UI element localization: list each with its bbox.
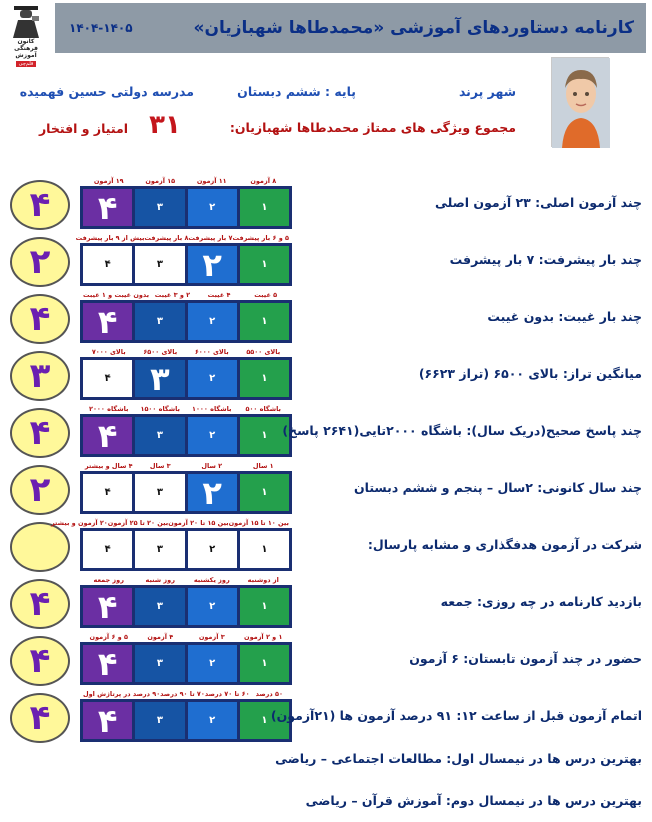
- criterion-question: بازدید کارنامه در چه روزی: جمعه: [440, 594, 642, 609]
- level-label: باشگاه ۱۵۰۰: [140, 405, 180, 413]
- level-cell: ۳: [135, 531, 184, 568]
- level-cell: ۲: [188, 303, 237, 340]
- level-label: ۲ و ۳ غیبت: [154, 291, 191, 299]
- level-cell: ۲: [188, 189, 237, 226]
- level-cell: ۱: [240, 588, 289, 625]
- level-cell: ۱: [240, 417, 289, 454]
- level-label: ۵۰ درصد: [255, 690, 283, 698]
- level-label: روز شنبه: [145, 576, 175, 584]
- level-label: بین ۲۰ تا ۲۵ آزمون: [107, 519, 169, 527]
- score-circle: [10, 522, 70, 572]
- score-circle: ۴: [10, 636, 70, 686]
- criterion-question: میانگین تراز: بالای ۶۵۰۰ (تراز ۶۶۲۳): [418, 366, 642, 381]
- level-label: ۱۵ آزمون: [145, 177, 176, 185]
- student-grade: پایه : ششم دبستان: [237, 84, 356, 99]
- achievement-row: [0, 293, 652, 349]
- level-grid: [80, 528, 292, 571]
- level-grid: [80, 300, 292, 343]
- level-label: ۱ و ۲ آزمون: [244, 633, 283, 641]
- criterion-question: اتمام آزمون قبل از ساعت ۱۲: ۹۱ درصد آزمون ها (۲۱آزمون): [270, 708, 642, 723]
- points-unit: امتیاز و افتخار: [38, 121, 128, 136]
- level-cell: ۳: [135, 702, 184, 739]
- score-circle: ۴: [10, 294, 70, 344]
- level-cell: ۳: [135, 246, 184, 283]
- level-grid: [80, 699, 292, 742]
- points-value: ۳۱: [149, 110, 181, 140]
- level-cell: ۳: [135, 360, 184, 397]
- criterion-question: چند سال کانونی: ۲سال – پنجم و ششم دبستان: [353, 480, 642, 495]
- level-cell: ۲: [188, 531, 237, 568]
- level-label: ۸ آزمون: [250, 177, 277, 185]
- level-cell: ۳: [135, 474, 184, 511]
- level-label: ۱۹ آزمون: [93, 177, 124, 185]
- score-circle: ۴: [10, 180, 70, 230]
- achievement-row: [0, 635, 652, 691]
- level-grid: [80, 471, 292, 514]
- score-circle: ۲: [10, 465, 70, 515]
- level-label: ۵ غیبت: [254, 291, 278, 299]
- level-cell: ۳: [135, 303, 184, 340]
- level-cell: ۴: [83, 246, 132, 283]
- level-cell: ۴: [83, 531, 132, 568]
- achievement-row: [0, 521, 652, 577]
- level-cell: ۴: [83, 645, 132, 682]
- level-label: ۱۱ آزمون: [196, 177, 227, 185]
- level-label: ۵ و ۶ آزمون: [89, 633, 128, 641]
- level-label: ۵ و ۶ بار پیشرفت: [232, 234, 289, 242]
- logo-subtext: قلم‌چی: [16, 61, 37, 67]
- level-label: ۹۰ درصد در پرتاژش اول: [83, 690, 161, 698]
- level-cell: ۴: [83, 360, 132, 397]
- achievement-row: [0, 578, 652, 634]
- level-grid: [80, 585, 292, 628]
- best-subjects-term1: بهترین درس ها در نیمسال اول: مطالعات اجتماعی – ریاضی: [275, 751, 642, 766]
- level-label: بدون غیبت و ۱ غیبت: [83, 291, 150, 299]
- level-cell: ۴: [83, 474, 132, 511]
- level-label: باشگاه ۲۰۰۰: [89, 405, 129, 413]
- student-city: شهر پرند: [458, 84, 516, 99]
- score-circle: ۴: [10, 579, 70, 629]
- score-circle: ۴: [10, 408, 70, 458]
- score-circle: ۴: [10, 693, 70, 743]
- level-grid: [80, 642, 292, 685]
- logo-text: کانون فرهنگی آموزش: [14, 38, 38, 59]
- level-cell: ۱: [240, 702, 289, 739]
- level-label: ۱ سال: [252, 462, 274, 470]
- level-label: باشگاه ۱۰۰۰: [192, 405, 232, 413]
- level-label: ۴ آزمون: [147, 633, 174, 641]
- report-header: [55, 3, 646, 53]
- graduate-figure-icon: [10, 4, 42, 38]
- level-cell: ۱: [240, 360, 289, 397]
- achievement-row: [0, 350, 652, 406]
- level-label: بیش از ۹ بار پیشرفت: [75, 234, 145, 242]
- level-label: ۴ غیبت: [207, 291, 231, 299]
- achievement-row: [0, 464, 652, 520]
- level-cell: ۱: [240, 189, 289, 226]
- level-label: ۷ بار پیشرفت: [188, 234, 233, 242]
- score-circle: ۳: [10, 351, 70, 401]
- level-cell: ۴: [83, 588, 132, 625]
- report-title: کارنامه دستاوردهای آموزشی «محمدطاها شهبازیان»: [193, 18, 634, 38]
- level-cell: ۲: [188, 474, 237, 511]
- achievement-row: [0, 692, 652, 748]
- level-cell: ۳: [135, 588, 184, 625]
- level-cell: ۳: [135, 417, 184, 454]
- level-label: بین ۱۵ تا ۲۰ آزمون: [168, 519, 229, 527]
- level-cell: ۱: [240, 246, 289, 283]
- level-grid: [80, 357, 292, 400]
- criterion-question: چند آزمون اصلی: ۲۳ آزمون اصلی: [434, 195, 642, 210]
- level-cell: ۱: [240, 303, 289, 340]
- level-cell: ۱: [240, 474, 289, 511]
- student-school: مدرسه دولتی حسین فهمیده: [19, 84, 194, 99]
- level-grid: [80, 414, 292, 457]
- student-photo: [551, 57, 609, 147]
- level-label: ۲ سال: [201, 462, 223, 470]
- level-label: ۷۰ تا ۹۰ درصد: [160, 690, 205, 698]
- level-label: ۸ بار پیشرفت: [144, 234, 189, 242]
- level-label: روز جمعه: [93, 576, 124, 584]
- student-portrait-icon: [552, 58, 610, 148]
- level-label: بالای ۶۵۰۰: [143, 348, 178, 356]
- achievement-row: [0, 179, 652, 235]
- level-cell: ۲: [188, 702, 237, 739]
- level-grid: [80, 186, 292, 229]
- criterion-question: شرکت در آزمون هدفگذاری و مشابه پارسال:: [367, 537, 642, 552]
- criterion-question: چند پاسخ صحیح(دریک سال): باشگاه ۲۰۰۰تایی(۲۶۴۱ پاسخ): [282, 423, 642, 438]
- level-cell: ۳: [135, 645, 184, 682]
- achievement-row: [0, 236, 652, 292]
- level-cell: ۴: [83, 189, 132, 226]
- level-label: بالای ۵۵۰۰: [246, 348, 281, 356]
- level-label: ۳ سال: [149, 462, 171, 470]
- best-subjects-term2: بهترین درس ها در نیمسال دوم: آموزش قرآن – ریاضی: [305, 793, 642, 808]
- level-cell: ۲: [188, 246, 237, 283]
- level-label: بین ۱۰ تا ۱۵ آزمون: [228, 519, 289, 527]
- level-label: ۳ آزمون: [198, 633, 225, 641]
- level-cell: ۱: [240, 645, 289, 682]
- kanoon-logo: [4, 4, 48, 76]
- level-cell: ۲: [188, 360, 237, 397]
- level-label: باشگاه ۵۰۰: [245, 405, 281, 413]
- academic-year: ۱۴۰۴-۱۴۰۵: [69, 21, 133, 35]
- criterion-question: حضور در چند آزمون تابستان: ۶ آزمون: [409, 651, 642, 666]
- level-label: ۲۰ آزمون و بیشتر: [50, 519, 108, 527]
- score-circle: ۲: [10, 237, 70, 287]
- level-label: ۴ سال و بیشتر: [84, 462, 133, 470]
- criterion-question: چند بار پیشرفت: ۷ بار پیشرفت: [449, 252, 642, 267]
- level-cell: ۴: [83, 417, 132, 454]
- level-cell: ۲: [188, 645, 237, 682]
- level-label: ۶۰ تا ۷۰ درصد: [204, 690, 250, 698]
- level-grid: [80, 243, 292, 286]
- level-label: بالای ۶۰۰۰: [194, 348, 229, 356]
- level-label: از دوشنبه: [247, 576, 279, 584]
- achievement-row: [0, 407, 652, 463]
- level-cell: ۳: [135, 189, 184, 226]
- level-label: روز یکشنبه: [193, 576, 230, 584]
- criterion-question: چند بار غیبت: بدون غیبت: [487, 309, 642, 324]
- level-label: بالای ۷۰۰۰: [91, 348, 126, 356]
- level-cell: ۲: [188, 417, 237, 454]
- level-cell: ۴: [83, 303, 132, 340]
- level-cell: ۲: [188, 588, 237, 625]
- level-cell: ۴: [83, 702, 132, 739]
- points-label: مجموع ویژگی های ممتاز محمدطاها شهبازیان:: [229, 120, 516, 135]
- level-cell: ۱: [240, 531, 289, 568]
